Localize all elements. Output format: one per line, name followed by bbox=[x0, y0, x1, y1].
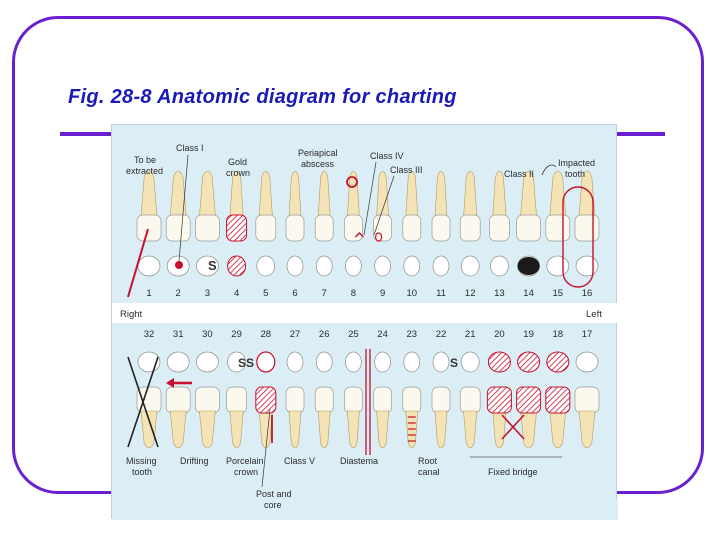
porcelain-crown-restoration bbox=[256, 387, 276, 413]
sealant-mark-lower-29: SS bbox=[238, 356, 255, 370]
lower-tooth-number: 18 bbox=[552, 329, 564, 340]
bridge-occlusal bbox=[547, 352, 569, 372]
lower-tooth-number: 21 bbox=[464, 329, 476, 340]
lower-tooth-crown bbox=[344, 387, 362, 413]
upper-tooth-number: 16 bbox=[581, 288, 593, 299]
class-iii-label: Class III bbox=[390, 165, 423, 175]
drifting-label: Drifting bbox=[180, 456, 209, 466]
lower-tooth-occlusal bbox=[167, 352, 189, 372]
lower-tooth-number: 20 bbox=[494, 329, 505, 340]
upper-tooth-crown bbox=[137, 215, 161, 241]
upper-tooth-crown bbox=[315, 215, 333, 241]
lower-tooth-root bbox=[464, 411, 477, 448]
upper-tooth-occlusal bbox=[345, 256, 361, 276]
diastema-label: Diastema bbox=[340, 456, 379, 466]
lower-tooth-root bbox=[259, 411, 272, 448]
upper-tooth-occlusal bbox=[138, 256, 160, 276]
sealant-mark-upper-3: S bbox=[208, 258, 217, 273]
lower-tooth-root bbox=[377, 411, 389, 448]
impacted-tooth-label-line2: tooth bbox=[565, 169, 586, 179]
to-be-extracted-label-line2: extracted bbox=[126, 166, 164, 176]
lower-tooth-number: 30 bbox=[202, 329, 213, 340]
drifting-arrow-head bbox=[166, 378, 174, 388]
lower-tooth-crown bbox=[575, 387, 599, 413]
upper-tooth-root bbox=[318, 171, 330, 217]
lower-tooth-occlusal bbox=[375, 352, 391, 372]
upper-tooth-root bbox=[289, 171, 301, 217]
lower-tooth-number: 29 bbox=[231, 329, 242, 340]
upper-tooth-crown bbox=[344, 215, 362, 241]
lower-tooth-root bbox=[170, 411, 186, 448]
lower-tooth-number: 25 bbox=[348, 329, 359, 340]
gold-crown-restoration bbox=[227, 215, 247, 241]
class-ii-arrow bbox=[542, 165, 556, 175]
lower-tooth-number: 26 bbox=[318, 329, 330, 340]
to-be-extracted-label-line1: To be bbox=[134, 155, 157, 165]
root-canal-label-line1: Root bbox=[418, 456, 438, 466]
gold-crown-label-line1: Gold bbox=[228, 157, 248, 167]
lower-tooth-number: 27 bbox=[289, 329, 301, 340]
upper-tooth-number: 5 bbox=[263, 288, 269, 299]
lower-tooth-occlusal bbox=[345, 352, 361, 372]
upper-tooth-crown bbox=[517, 215, 541, 241]
sealant-mark-lower-21: S bbox=[450, 356, 459, 370]
upper-tooth-number: 11 bbox=[436, 288, 446, 299]
upper-arch bbox=[137, 171, 599, 276]
lower-arch bbox=[137, 352, 599, 448]
lower-tooth-number: 31 bbox=[172, 329, 184, 340]
upper-tooth-root bbox=[406, 171, 418, 217]
upper-tooth-crown bbox=[286, 215, 304, 241]
upper-tooth-number: 10 bbox=[406, 288, 418, 299]
lower-tooth-occlusal bbox=[287, 352, 303, 372]
lower-tooth-root bbox=[550, 411, 566, 448]
lower-tooth-occlusal bbox=[433, 352, 449, 372]
upper-tooth-occlusal bbox=[404, 256, 420, 276]
upper-tooth-occlusal bbox=[433, 256, 449, 276]
left-side-label: Left bbox=[586, 309, 602, 320]
upper-tooth-number: 1 bbox=[146, 288, 152, 299]
dental-chart-panel bbox=[111, 124, 617, 519]
bridge-pontic bbox=[517, 387, 541, 413]
class-v-label: Class V bbox=[284, 456, 316, 466]
lower-tooth-crown bbox=[227, 387, 247, 413]
upper-tooth-crown bbox=[403, 215, 421, 241]
lower-tooth-occlusal bbox=[316, 352, 332, 372]
class-i-marker bbox=[175, 261, 183, 269]
gold-crown-occlusal bbox=[228, 256, 246, 276]
lower-tooth-occlusal bbox=[404, 352, 420, 372]
lower-tooth-occlusal bbox=[461, 352, 479, 372]
upper-tooth-occlusal bbox=[375, 256, 391, 276]
upper-tooth-crown bbox=[460, 215, 480, 241]
figure-title: Fig. 28-8 Anatomic diagram for charting bbox=[68, 86, 457, 108]
class-ii-label: Class II bbox=[504, 169, 535, 179]
lower-tooth-crown bbox=[195, 387, 219, 413]
upper-tooth-crown bbox=[489, 215, 509, 241]
upper-tooth-occlusal bbox=[287, 256, 303, 276]
dental-chart-diagram bbox=[112, 125, 618, 520]
impacted-tooth-label-line1: Impacted bbox=[558, 158, 596, 168]
lower-tooth-number: 19 bbox=[523, 329, 534, 340]
gold-crown-label-line2: crown bbox=[226, 168, 251, 178]
lower-tooth-crown bbox=[403, 387, 421, 413]
upper-tooth-crown bbox=[195, 215, 219, 241]
lower-tooth-number: 22 bbox=[435, 329, 447, 340]
missing-tooth-label-line2: tooth bbox=[132, 467, 153, 477]
upper-tooth-number: 9 bbox=[379, 288, 386, 299]
class-ii-restoration bbox=[518, 257, 540, 275]
mid-band bbox=[112, 303, 618, 323]
upper-tooth-root bbox=[141, 171, 157, 217]
upper-tooth-number: 13 bbox=[494, 288, 505, 299]
right-side-label: Right bbox=[120, 309, 143, 320]
fixed-bridge-label: Fixed bridge bbox=[488, 467, 538, 477]
lower-tooth-root bbox=[579, 411, 595, 448]
upper-tooth-crown bbox=[575, 215, 599, 241]
missing-tooth-label-line1: Missing bbox=[126, 456, 157, 466]
upper-tooth-crown bbox=[256, 215, 276, 241]
upper-tooth-number: 2 bbox=[175, 288, 181, 299]
upper-tooth-crown bbox=[166, 215, 190, 241]
lower-tooth-root bbox=[318, 411, 330, 448]
upper-tooth-occlusal bbox=[547, 256, 569, 276]
post-and-core-label-line2: core bbox=[264, 500, 282, 510]
periapical-abscess-label-line1: Periapical bbox=[298, 148, 338, 158]
upper-tooth-number: 8 bbox=[350, 288, 357, 299]
lower-tooth-crown bbox=[166, 387, 190, 413]
upper-tooth-number: 12 bbox=[464, 288, 476, 299]
lower-tooth-crown bbox=[432, 387, 450, 413]
lower-tooth-number: 17 bbox=[581, 329, 593, 340]
upper-tooth-crown bbox=[432, 215, 450, 241]
upper-tooth-number: 7 bbox=[321, 288, 327, 299]
post-and-core-label-line1: Post and bbox=[256, 489, 292, 499]
bridge-abutment-crown bbox=[546, 387, 570, 413]
upper-tooth-root bbox=[435, 171, 447, 217]
lower-tooth-crown bbox=[315, 387, 333, 413]
bridge-occlusal bbox=[488, 352, 510, 372]
upper-tooth-occlusal bbox=[490, 256, 508, 276]
bridge-abutment-crown bbox=[487, 387, 511, 413]
upper-tooth-number: 15 bbox=[552, 288, 564, 299]
lower-tooth-number: 32 bbox=[143, 329, 155, 340]
upper-tooth-crown bbox=[546, 215, 570, 241]
upper-tooth-numbers bbox=[146, 288, 592, 299]
upper-tooth-occlusal bbox=[316, 256, 332, 276]
upper-tooth-root bbox=[170, 171, 186, 217]
lower-tooth-number: 28 bbox=[260, 329, 272, 340]
lower-tooth-crown bbox=[460, 387, 480, 413]
bottom-band bbox=[112, 500, 618, 520]
lower-tooth-root bbox=[199, 411, 215, 448]
upper-tooth-number: 3 bbox=[204, 288, 211, 299]
bridge-occlusal bbox=[518, 352, 540, 372]
root-canal-label-line2: canal bbox=[418, 467, 440, 477]
porcelain-crown-label-line1: Porcelain bbox=[226, 456, 264, 466]
upper-tooth-number: 14 bbox=[523, 288, 534, 299]
lower-tooth-root bbox=[141, 411, 157, 448]
lower-tooth-occlusal bbox=[196, 352, 218, 372]
porcelain-crown-label-line2: crown bbox=[234, 467, 259, 477]
lower-tooth-number: 23 bbox=[406, 329, 418, 340]
upper-tooth-occlusal bbox=[257, 256, 275, 276]
upper-tooth-root bbox=[199, 171, 215, 217]
lower-tooth-numbers bbox=[144, 329, 593, 340]
lower-tooth-crown bbox=[286, 387, 304, 413]
lower-tooth-root bbox=[230, 411, 243, 448]
lower-tooth-root bbox=[347, 411, 359, 448]
periapical-abscess-label-line2: abscess bbox=[301, 159, 335, 169]
upper-tooth-occlusal bbox=[576, 256, 598, 276]
upper-tooth-occlusal bbox=[461, 256, 479, 276]
lower-tooth-occlusal bbox=[576, 352, 598, 372]
class-iv-label: Class IV bbox=[370, 151, 404, 161]
upper-tooth-root bbox=[259, 171, 272, 217]
upper-tooth-number: 6 bbox=[292, 288, 298, 299]
lower-tooth-root bbox=[435, 411, 447, 448]
lower-tooth-root bbox=[289, 411, 301, 448]
class-i-label: Class I bbox=[176, 143, 204, 153]
upper-tooth-number: 4 bbox=[233, 288, 240, 299]
lower-tooth-number: 24 bbox=[377, 329, 388, 340]
upper-tooth-root bbox=[464, 171, 477, 217]
lower-tooth-crown bbox=[374, 387, 392, 413]
